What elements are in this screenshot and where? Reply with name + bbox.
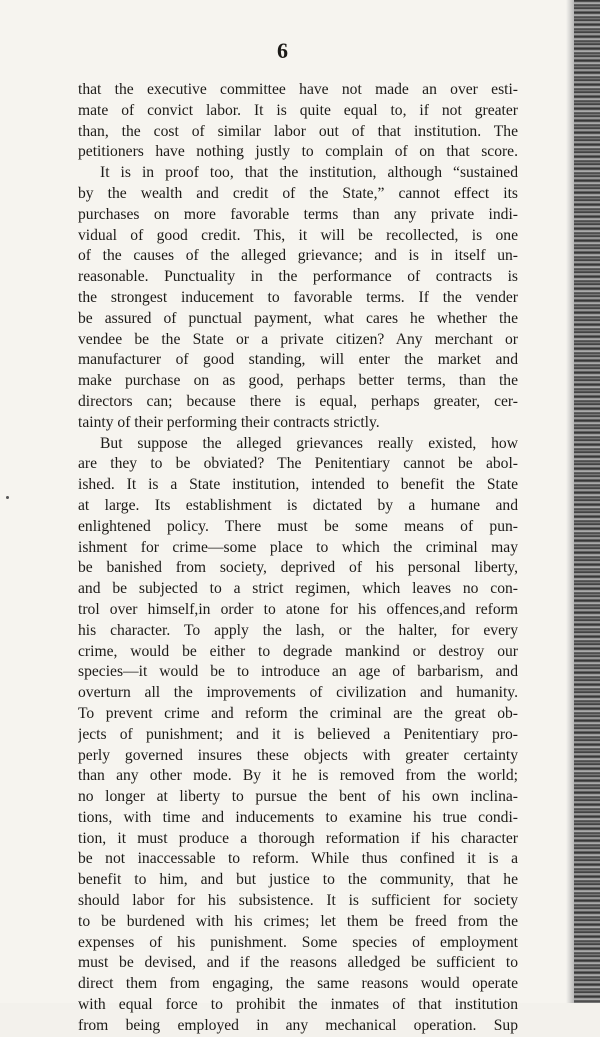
text-line: make purchase on as good, perhaps better terms, than the [78,372,518,390]
text-line: ished. It is a State institution, intended to benefit the State [78,476,518,494]
text-line: must be devised, and if the reasons alledged be sufficient to [78,954,518,972]
text-line: perly governed insures these objects with greater certainty [78,746,518,764]
text-line: vidual of good credit. This, it will be recollected, is one [78,226,518,244]
text-line: direct them from engaging, the same reasons would operate [78,975,518,993]
text-line: and be subjected to a strict regimen, which leaves no con- [78,580,518,598]
text-line: tainty of their performing their contracts strictly. [78,413,380,431]
text-line: be banished from society, deprived of his personal liberty, [78,559,518,577]
text-line: But suppose the alleged grievances really existed, how [100,434,518,452]
text-line: enlightened policy. There must be some means of pun- [78,517,518,535]
text-line: vendee be the State or a private citizen? Any merchant or [78,330,518,348]
text-line: species—it would be to introduce an age of barbarism, and [78,663,518,681]
text-line: ishment for crime—some place to which the criminal may [78,538,518,556]
text-line: at large. Its establishment is dictated by a humane and [78,496,518,514]
text-line: from being employed in any mechanical operation. Sup [78,1016,518,1034]
text-line: than any other mode. By it he is removed from the world; [78,767,518,785]
text-line: purchases on more favorable terms than any private indi- [78,205,518,223]
text-line: crime, would be either to degrade mankind or destroy our [78,642,518,660]
text-line: than, the cost of similar labor out of that institution. The [78,122,518,140]
text-line: his character. To apply the lash, or the halter, for every [78,621,518,639]
body-text [78,80,518,1037]
text-line: by the wealth and credit of the State,” cannot effect its [78,184,518,202]
text-line: trol over himself,in order to atone for his offences,and reform [78,600,518,618]
text-line: to be burdened with his crimes; let them be freed from the [78,912,518,930]
text-line: To prevent crime and reform the criminal are the great ob- [78,704,518,722]
text-line: directors can; because there is equal, perhaps greater, cer- [78,392,518,410]
text-line: manufacturer of good standing, will enter the market and [78,351,518,369]
text-line: tion, it must produce a thorough reformation if his character [78,829,518,847]
text-line: the strongest inducement to favorable terms. If the vender [78,288,518,306]
binding-edge [566,0,600,1003]
text-line: It is in proof too, that the institution, although “sustained [100,164,518,182]
page-number: 6 [277,38,289,63]
text-line: with equal force to prohibit the inmates of that institution [78,996,518,1014]
text-line: reasonable. Punctuality in the performance of contracts is [78,268,518,286]
text-line: be assured of punctual payment, what cares he whether the [78,309,518,327]
text-line: overturn all the improvements of civilization and humanity. [78,684,518,702]
text-line: of the causes of the alleged grievance; and is in itself un- [78,247,518,265]
text-line: be not inaccessable to reform. While thus confined it is a [78,850,518,868]
text-line: petitioners have nothing justly to complain of on that score. [78,143,518,161]
text-line: are they to be obviated? The Penitentiary cannot be abol- [78,455,518,473]
text-line: tions, with time and inducements to examine his true condi- [78,808,518,826]
text-line: expenses of his punishment. Some species of employment [78,933,518,951]
text-line: that the executive committee have not made an over esti- [78,81,518,98]
text-line: should labor for his subsistence. It is sufficient for society [78,892,518,910]
text-line: no longer at liberty to pursue the bent of his own inclina- [78,788,518,806]
text-line: mate of convict labor. It is quite equal to, if not greater [78,101,518,119]
text-line: benefit to him, and but justice to the community, that he [78,871,518,889]
text-line: jects of punishment; and it is believed a Penitentiary pro- [78,725,518,743]
scan-speck [6,496,9,499]
